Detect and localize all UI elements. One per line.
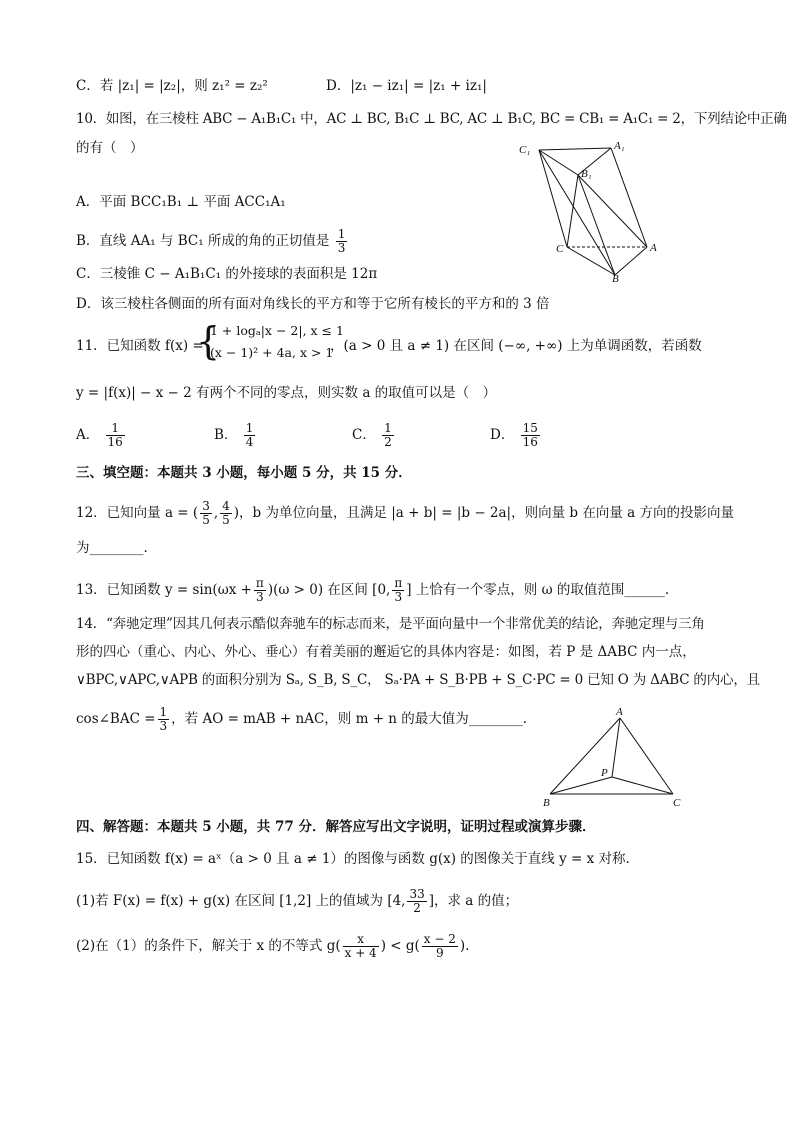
q15-part2-prefix: (2)在（1）的条件下，解关于 x 的不等式 g( bbox=[76, 938, 341, 954]
q15-part1-suffix: ]，求 a 的值； bbox=[428, 893, 519, 909]
q14-line1: 14．“奔驰定理”因其几何表示酷似奔驰车的标志而来，是平面向量中一个非常优美的结论，奔驰定理与三角 bbox=[76, 616, 705, 632]
label-b1: B₁ bbox=[581, 168, 592, 180]
q13-prefix: 13．已知函数 y = sin(ωx + bbox=[76, 582, 252, 598]
q13-fraction-interval bbox=[392, 577, 404, 604]
q15-part2-middle: ) < g( bbox=[380, 938, 420, 954]
q14-line4-suffix: ，若 AO = mAB + nAC，则 m + n 的最大值为________. bbox=[171, 711, 528, 727]
q11-stem-prefix: 11．已知函数 f(x) = bbox=[76, 338, 204, 354]
q12-suffix: )，b 为单位向量，且满足 |a + b| = |b − 2a|，则向量 b 在向量 a 方向的投影向量 bbox=[233, 505, 734, 521]
fraction-denominator: 3 bbox=[337, 241, 346, 255]
triangle-figure bbox=[540, 704, 690, 810]
q15-stem: 15．已知函数 f(x) = aˣ（a > 0 且 a ≠ 1）的图像与函数 g(x) 的图像关于直线 y = x 对称. bbox=[76, 851, 630, 867]
option-label: A． bbox=[76, 427, 100, 443]
edge-b-a bbox=[615, 247, 647, 275]
option-label: D． bbox=[490, 427, 515, 443]
q14-line4 bbox=[76, 706, 527, 733]
q13-stem bbox=[76, 577, 669, 604]
label-c: C bbox=[556, 243, 564, 255]
q9-option-d: D．|z₁ − iz₁| = |z₁ + iz₁| bbox=[326, 78, 487, 94]
segment-p-c bbox=[612, 777, 673, 794]
fraction-denominator: 5 bbox=[222, 513, 230, 527]
q10-stem-line1: 10．如图，在三棱柱 ABC − A₁B₁C₁ 中，AC ⊥ BC, B₁C ⊥ BC, AC ⊥ B₁C, BC = CB₁ = A₁C₁ = 2，下列结论中正确 bbox=[76, 111, 787, 127]
piecewise-brace: { bbox=[196, 319, 221, 363]
q10-option-b bbox=[76, 228, 349, 255]
fraction-numerator: 1 bbox=[384, 421, 392, 435]
q11-option-d bbox=[490, 422, 542, 449]
q13-fraction-pi-3 bbox=[254, 577, 266, 604]
q11-stem-line2: y = |f(x)| − x − 2 有两个不同的零点，则实数 a 的取值可以是（ ） bbox=[76, 385, 497, 401]
fraction-denominator: 3 bbox=[256, 590, 264, 604]
fraction-denominator: 4 bbox=[245, 435, 254, 449]
fraction-denominator: 3 bbox=[159, 719, 168, 733]
label-b: B bbox=[612, 273, 619, 283]
q10-option-c: C．三棱锥 C − A₁B₁C₁ 的外接球的表面积是 12π bbox=[76, 266, 378, 282]
label-a: A bbox=[650, 242, 657, 254]
fraction-numerator: x − 2 bbox=[423, 932, 456, 946]
fraction-numerator: x bbox=[343, 933, 379, 947]
option-label: C． bbox=[352, 427, 376, 443]
fraction-denominator: 2 bbox=[413, 901, 421, 915]
q12-prefix: 12．已知向量 a = ( bbox=[76, 505, 199, 521]
option-fraction bbox=[106, 422, 125, 449]
q9-option-c: C．若 |z₁| = |z₂|，则 z₁² = z₂² bbox=[76, 78, 268, 94]
q14-line4-prefix: cos∠BAC = bbox=[76, 711, 156, 727]
q11-option-c bbox=[352, 422, 396, 449]
edge-c1-c bbox=[539, 150, 567, 247]
fraction-numerator: 15 bbox=[522, 421, 538, 435]
fraction-denominator: 2 bbox=[384, 435, 392, 449]
q11-case1: 1 + logₐ|x − 2|, x ≤ 1 bbox=[210, 323, 344, 338]
label-b: B bbox=[543, 797, 550, 809]
fraction-numerator: 33 bbox=[409, 887, 425, 901]
q15-fraction-right bbox=[422, 933, 458, 960]
fraction-numerator: 1 bbox=[106, 422, 125, 436]
q12-fraction-x bbox=[200, 500, 212, 527]
q15-part1-prefix: (1)若 F(x) = f(x) + g(x) 在区间 [1,2] 上的值域为 [4, bbox=[76, 893, 406, 909]
q15-fraction-33-2 bbox=[407, 888, 426, 915]
option-label: B． bbox=[214, 427, 238, 443]
fraction-numerator: 3 bbox=[202, 499, 210, 513]
option-fraction bbox=[521, 422, 540, 449]
q14-line2: 形的四心（重心、内心、外心、垂心）有着美丽的邂逅它的具体内容是：如图，若 P 是 ΔABC 内一点， bbox=[76, 644, 696, 660]
q11-option-a bbox=[76, 422, 127, 449]
fraction-denominator: 16 bbox=[522, 435, 538, 449]
fraction-numerator: π bbox=[394, 576, 403, 590]
edge-b1-a bbox=[578, 175, 647, 247]
option-fraction bbox=[244, 422, 256, 449]
fraction-numerator: 4 bbox=[222, 499, 230, 513]
q10-option-b-fraction bbox=[336, 228, 348, 255]
q15-part2 bbox=[76, 933, 469, 960]
fraction-numerator: 1 bbox=[245, 421, 254, 435]
q12-fraction-y bbox=[220, 500, 232, 527]
label-a1: A₁ bbox=[614, 140, 625, 152]
q11-option-b bbox=[214, 422, 257, 449]
option-fraction bbox=[382, 422, 394, 449]
edge-a-c bbox=[620, 718, 673, 794]
segment-a-p bbox=[612, 718, 620, 777]
fraction-denominator: 16 bbox=[107, 435, 123, 449]
fraction-denominator: 3 bbox=[394, 590, 403, 604]
fraction-numerator: π bbox=[255, 576, 264, 590]
q10-option-b-text: B．直线 AA₁ 与 BC₁ 所成的角的正切值是 bbox=[76, 233, 330, 249]
segment-p-b bbox=[550, 777, 612, 794]
edge-b1-b bbox=[578, 175, 615, 275]
label-c1: C₁ bbox=[519, 144, 531, 156]
fraction-numerator: 1 bbox=[159, 705, 168, 719]
fraction-numerator: 1 bbox=[337, 227, 346, 241]
q14-line3: ∨BPC,∨APC,∨APB 的面积分别为 Sₐ, S_B, S_C， Sₐ·PA + S_B·PB + S_C·PC = 0 已知 O 为 ΔABC 的内心，且 bbox=[76, 672, 760, 688]
section-4-heading: 四、解答题：本题共 5 小题，共 77 分．解答应写出文字说明，证明过程或演算步骤． bbox=[76, 819, 596, 835]
q10-option-a: A．平面 BCC₁B₁ ⊥ 平面 ACC₁A₁ bbox=[76, 194, 286, 210]
q13-suffix: ] 上恰有一个零点，则 ω 的取值范围______. bbox=[406, 582, 670, 598]
fraction-denominator: x + 4 bbox=[344, 946, 377, 960]
fraction-denominator: 5 bbox=[202, 513, 210, 527]
section-3-heading: 三、填空题：本题共 3 小题，每小题 5 分，共 15 分． bbox=[76, 465, 412, 481]
edge-c1-b bbox=[539, 150, 615, 275]
q11-case2: (x − 1)² + 4a, x > 1 bbox=[210, 345, 334, 360]
q10-stem-line2: 的有（ ） bbox=[76, 140, 144, 156]
edge-c-b bbox=[567, 247, 615, 275]
edge-a1-a bbox=[611, 148, 647, 247]
label-a: A bbox=[616, 706, 623, 718]
edge-a-b bbox=[550, 718, 620, 794]
label-c: C bbox=[673, 797, 681, 809]
q15-part1 bbox=[76, 888, 518, 915]
q15-part2-suffix: ). bbox=[459, 938, 470, 954]
q12-stem-line2: 为________. bbox=[76, 540, 148, 556]
prism-figure bbox=[515, 135, 665, 283]
q11-stem-suffix: ，(a > 0 且 a ≠ 1) 在区间 (−∞, +∞) 上为单调函数，若函数 bbox=[330, 338, 702, 354]
edge-c1-a1 bbox=[539, 148, 611, 150]
fraction-denominator: 9 bbox=[436, 946, 444, 960]
q15-fraction-left bbox=[343, 933, 379, 960]
q10-option-d: D．该三棱柱各侧面的所有面对角线长的平方和等于它所有棱长的平方和的 3 倍 bbox=[76, 296, 550, 312]
q13-middle: )(ω > 0) 在区间 [0, bbox=[267, 582, 391, 598]
q12-stem-line1: 12．已知向量 a = ( $\frac{3}{5}$ , $\frac{4}{5}$ )，b 为单位向量，且满足 |a + b| = |b − 2a|，则向量 b 在向量 a 方向的投影向量 bbox=[76, 499, 734, 527]
label-p: P bbox=[601, 767, 608, 779]
q14-fraction-one-third bbox=[158, 706, 170, 733]
